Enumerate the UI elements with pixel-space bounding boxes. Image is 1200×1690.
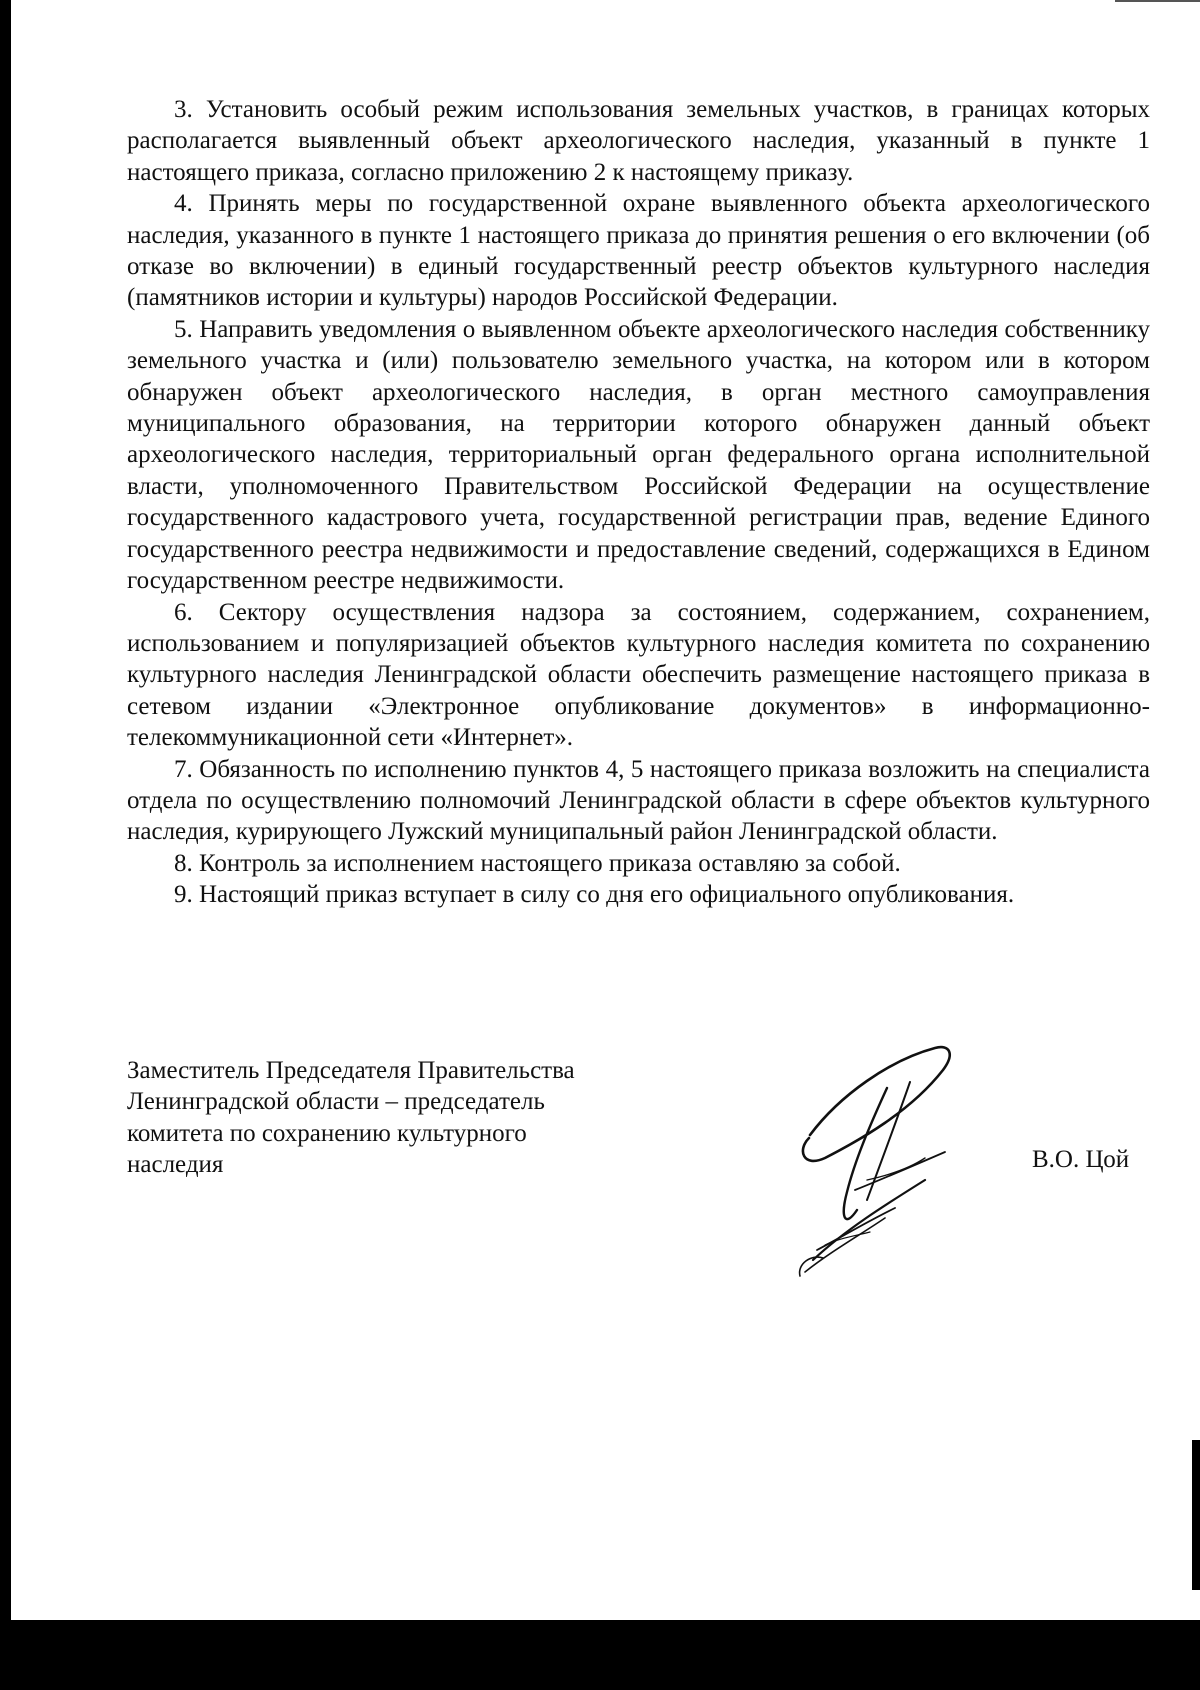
scan-left-edge xyxy=(0,0,11,1690)
signatory-position-line: Ленинградской области – председатель xyxy=(127,1088,545,1116)
paragraph-item-4: 4. Принять меры по государственной охране выявленного объекта археологического наследия, указанного в пункте 1 настоящего приказа до принятия решения о его включении (об отказе во включении) в единый государственный реестр объектов культурного наследия (памятников истории и культуры) народов Российской Федерации. xyxy=(127,190,1150,312)
paragraph-item-7: 7. Обязанность по исполнению пунктов 4, 5 настоящего приказа возложить на специалиста отдела по осуществлению полномочий Ленинградской области в сфере объектов культурного наследия, курирующего Лужский муниципальный район Ленинградской области. xyxy=(127,755,1150,846)
scan-bottom-band xyxy=(0,1620,1200,1690)
signatory-position-line: комитета по сохранению культурного xyxy=(127,1119,527,1147)
scan-top-mark xyxy=(1115,0,1200,2)
handwritten-signature xyxy=(785,1040,985,1280)
paragraph-item-6: 6. Сектору осуществления надзора за состоянием, содержанием, сохранением, использованием и популяризацией объектов культурного наследия комитета по сохранению культурного наследия Ленинградской области обеспечить размещение настоящего приказа в сетевом издании «Электронное опубликование документов» в информационно-телекоммуникационной сети «Интернет». xyxy=(127,598,1150,752)
paragraph-item-9: 9. Настоящий приказ вступает в силу со дня его официального опубликования. xyxy=(174,881,1015,909)
scan-right-mark xyxy=(1192,1440,1200,1590)
signatory-position-line: наследия xyxy=(127,1151,224,1179)
document-body xyxy=(127,94,1150,911)
signature-block xyxy=(0,1055,1200,1315)
signatory-name: В.О. Цой xyxy=(1032,1146,1130,1173)
paragraph-item-8: 8. Контроль за исполнением настоящего приказа оставляю за собой. xyxy=(174,849,901,877)
paragraph-item-5: 5. Направить уведомления о выявленном объекте археологического наследия собственнику земельного участка и (или) пользователю земельного участка, на котором или в котором обнаружен объект археологического наследия, в орган местного самоуправления муниципального образования, на территории которого обнаружен данный объект археологического наследия, территориальный орган федерального органа исполнительной власти, уполномоченного Правительством Российской Федерации на осуществление государственного кадастрового учета, государственной регистрации прав, ведение Единого государственного реестра недвижимости и предоставление сведений, содержащихся в Едином государственном реестре недвижимости. xyxy=(127,315,1150,595)
signatory-position xyxy=(127,1055,687,1181)
paragraph-item-3: 3. Установить особый режим использования земельных участков, в границах которых располагается выявленный объект археологического наследия, указанный в пункте 1 настоящего приказа, согласно приложению 2 к настоящему приказу. xyxy=(127,96,1150,186)
signatory-position-line: Заместитель Председателя Правительства xyxy=(127,1057,575,1084)
